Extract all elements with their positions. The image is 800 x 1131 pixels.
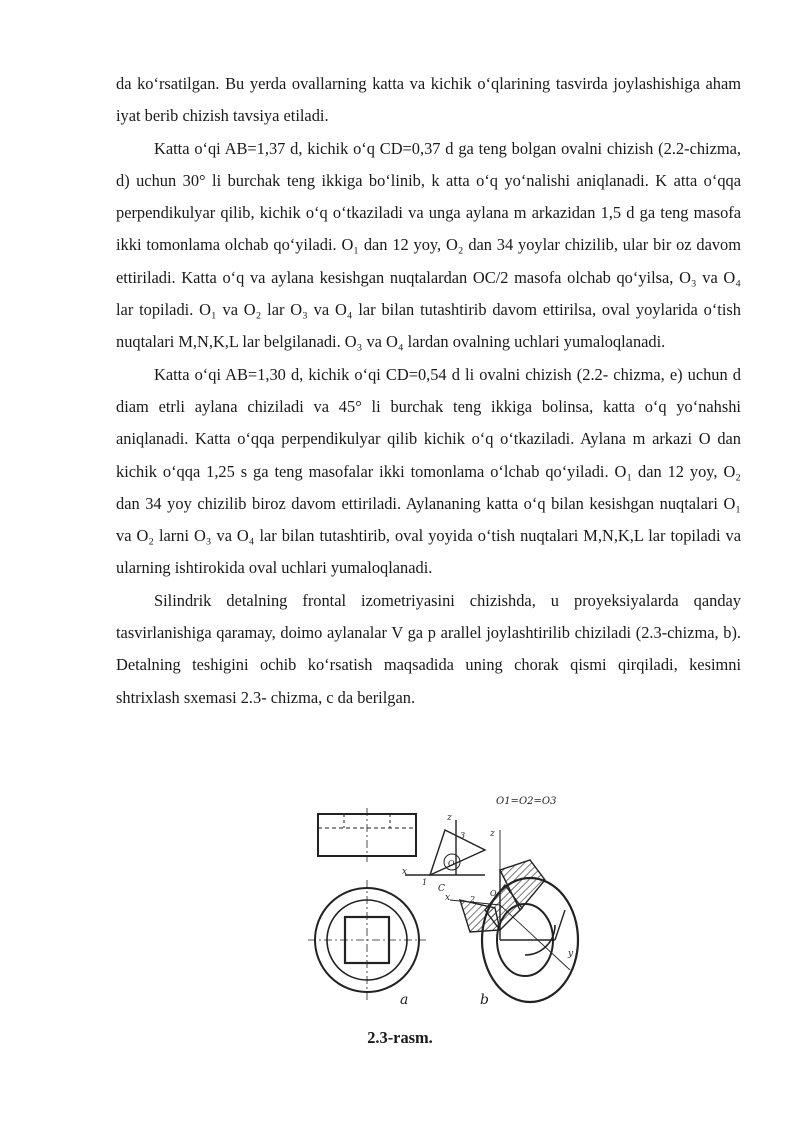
technical-drawing [300, 790, 600, 1015]
point-3-label: 3 [460, 831, 466, 840]
top-view [308, 880, 426, 1000]
paragraph-4: Silindrik detalning frontal izometriyasini chizishda, u proyeksiyalarda qanday tasvirlanishiga qaramay, doimo aylanalar V ga p arallel joylashtirilib chiziladi (2.3-chizma, b). Detalning teshigini ochib ko‘rsatish maqsadida uning chorak qismi qirqiladi, kesimni shtrixlash sxemasi 2.3- chizma, c da berilgan. [116, 590, 741, 707]
paragraph-1: da ko‘rsatilgan. Bu yerda ovallarning katta va kichik o‘qlarining tasvirda joylashishiga aham iyat berib chizish tavsiya etiladi. [116, 74, 741, 126]
front-view [318, 808, 416, 862]
paragraph-2: Katta o‘qi AB=1,37 d, kichik o‘q CD=0,37 d ga teng bolgan ovalni chizish (2.2-chizma, d) uchun 30° li burchak teng ikkiga bo‘linib, k atta o‘q yo‘nalishi aniqlanadi. K atta o‘qqa perpendikulyar qilib, kichik o‘q o‘tkaziladi va unga aylana m arkazidan 1,5 d ga teng masofa ikki tomonlama olchab qo‘yiladi. O₁ dan 12 yoy, O₂ dan 34 yoylar chizilib, ular bir oz davom ettiriladi. Katta o‘q va aylana kesishgan nuqtalardan OC/2 masofa olchab qo‘yilsa, O₃ va O₄ lar topiladi. O₁ va O₂ lar O₃ va O₄ lar bilan tutashtirib davom ettirilsa, oval yoylarida o‘tish nuqtalari M,N,K,L lar belgilanadi. O₃ va O₄ lardan ovalning uchlari yumaloqlanadi. [116, 138, 741, 352]
figure-top-label: O1=O2=O3 [496, 796, 557, 807]
isometric-view [405, 820, 578, 1002]
axis-x1-label: x [402, 867, 408, 877]
label-a: a [400, 992, 409, 1008]
point-o1-label: O [448, 859, 455, 868]
figure-caption: 2.3-rasm. [367, 1028, 433, 1047]
figure-2-3 [300, 790, 600, 1015]
paragraph-3: Katta o‘qi AB=1,30 d, kichik o‘qi CD=0,54 d li ovalni chizish (2.2- chizma, e) uchun d diam etrli aylana chiziladi va 45° li burchak teng ikkiga bolinsa, katta o‘q yo‘nahshi aniqlanadi. Katta o‘qqa perpendikulyar qilib kichik o‘q o‘tkaziladi. Aylana m arkazi O dan kichik o‘qqa 1,25 s ga teng masofalar ikki tomonlama o‘lchab qo‘yiladi. O₁ dan 12 yoy, O₂ dan 34 yoy chizilib biroz davom ettiriladi. Aylananing katta o‘q bilan kesishgan nuqtalari O₁ va O₂ larni O₃ va O₄ lar bilan tutashtirib, oval yoyida o‘tish nuqtalari M,N,K,L lar topiladi va ularning ishtirokida oval uchlari yumaloqlanadi. [116, 364, 741, 578]
label-b: b [480, 992, 489, 1008]
axis-y-label: y [568, 949, 574, 959]
document-body [116, 68, 741, 714]
point-c-label: C [438, 884, 445, 894]
axis-z2-label: z [490, 829, 495, 839]
axis-z1-label: z [447, 813, 452, 823]
point-2-label: 2 [470, 895, 476, 904]
axis-x2-label: x [445, 893, 451, 903]
point-1-label: 1 [422, 878, 428, 887]
point-o2-label: O [490, 889, 497, 898]
